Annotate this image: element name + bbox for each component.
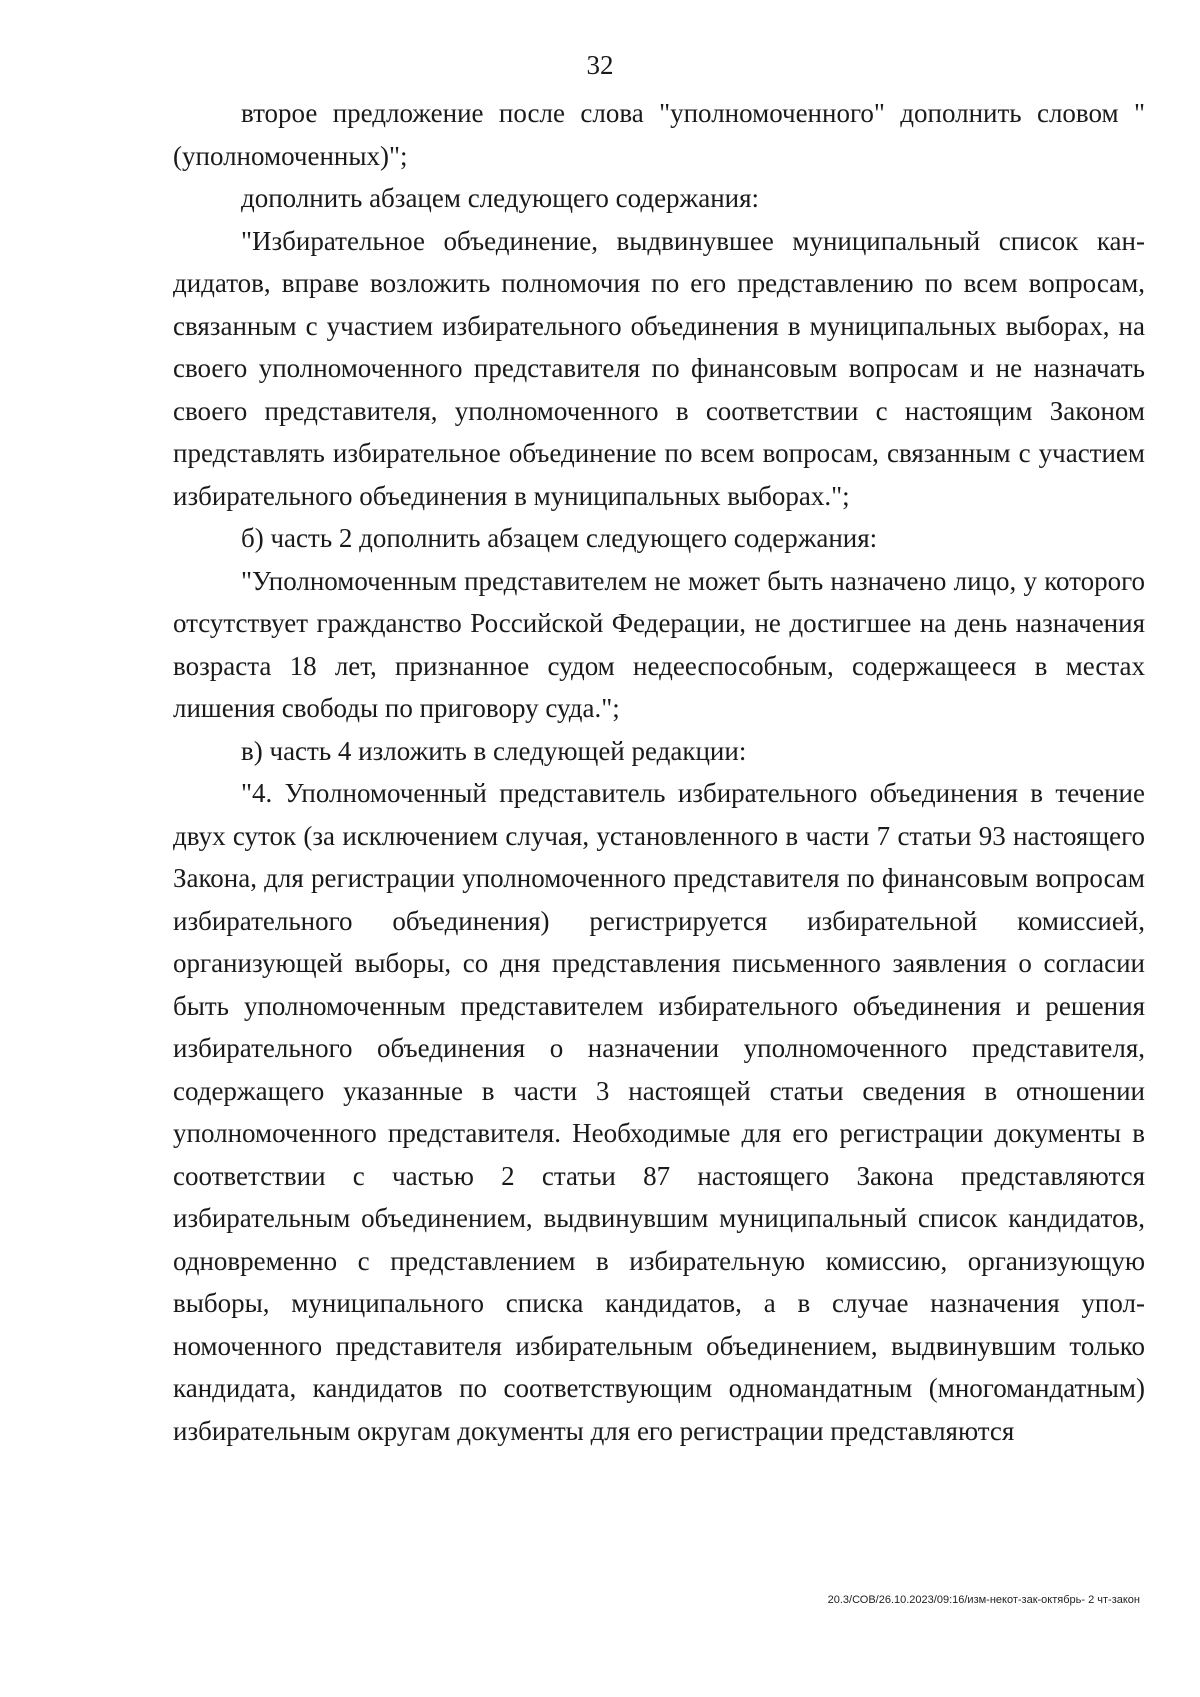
paragraph-amendment-second-sentence: второе предложение после слова "уполномоченного" дополнить словом "(уполномоченных)"; bbox=[173, 98, 1145, 171]
document-body bbox=[173, 92, 1145, 1452]
paragraph-item-v: в) часть 4 изложить в следующей редакции: bbox=[241, 735, 747, 766]
paragraph-quoted-clause-electoral-association: "Избирательное объединение, выдвинувшее муниципальный список кандидатов, вправе возложить полномочия по его представлению по всем вопросам, связанным с участием избирательного объединения в муниципальных выборах, на своего уполномоченного представителя по финансовым вопросам и не назначать своего представителя, уполномоченного в соответствии с настоящим Законом представлять избирательное объединение по всем вопросам, связанным с участием избирательного объединения в муниципальных выборах."; bbox=[173, 225, 1145, 511]
paragraph-quoted-part-4: "4. Уполномоченный представитель избирательного объединения в течение двух суток (за исключением случая, установленного в части 7 статьи 93 настоящего Закона, для регистрации уполномоченного представителя по финансовым вопросам избирательного объединения) регистрируется избирательной комиссией, организующей выборы, со дня представления письменного заявления о согласии быть уполномоченным представителем избирательного объединения и решения избирательного объединения о назначении уполномоченного представителя, содержащего указанные в части 3 настоящей статьи сведения в отношении уполномоченного представителя. Необходимые для его регистрации документы в соответствии с частью 2 статьи 87 настоящего Закона представляются избирательным объединением, выдвинувшим муниципальный список кандидатов, одновременно с представлением в избирательную комиссию, организующую выборы, муниципального списка кандидатов, а в случае назначения уполномоченного представителя избирательным объединением, выдвинувшим только кандидата, кандидатов по соответствующим одномандатным (многомандатным) избирательным округам документы для его регистрации представляются bbox=[173, 778, 1145, 1446]
footer-document-code: 20.3/СОВ/26.10.2023/09:16/изм-некот-зак-октябрь- 2 чт-закон bbox=[827, 1594, 1140, 1606]
paragraph-quoted-clause-representative-restrictions: "Уполномоченным представителем не может быть назначено лицо, у которого отсутствует гражданство Российской Федерации, не достигшее на день назначения возраста 18 лет, признанное судом недееспособным, содержащееся в местах лишения свободы по приговору суда."; bbox=[173, 565, 1145, 723]
page-number: 32 bbox=[586, 50, 614, 80]
paragraph-add-clause-intro: дополнить абзацем следующего содержания: bbox=[241, 183, 760, 213]
paragraph-item-b: б) часть 2 дополнить абзацем следующего содержания: bbox=[241, 523, 878, 553]
